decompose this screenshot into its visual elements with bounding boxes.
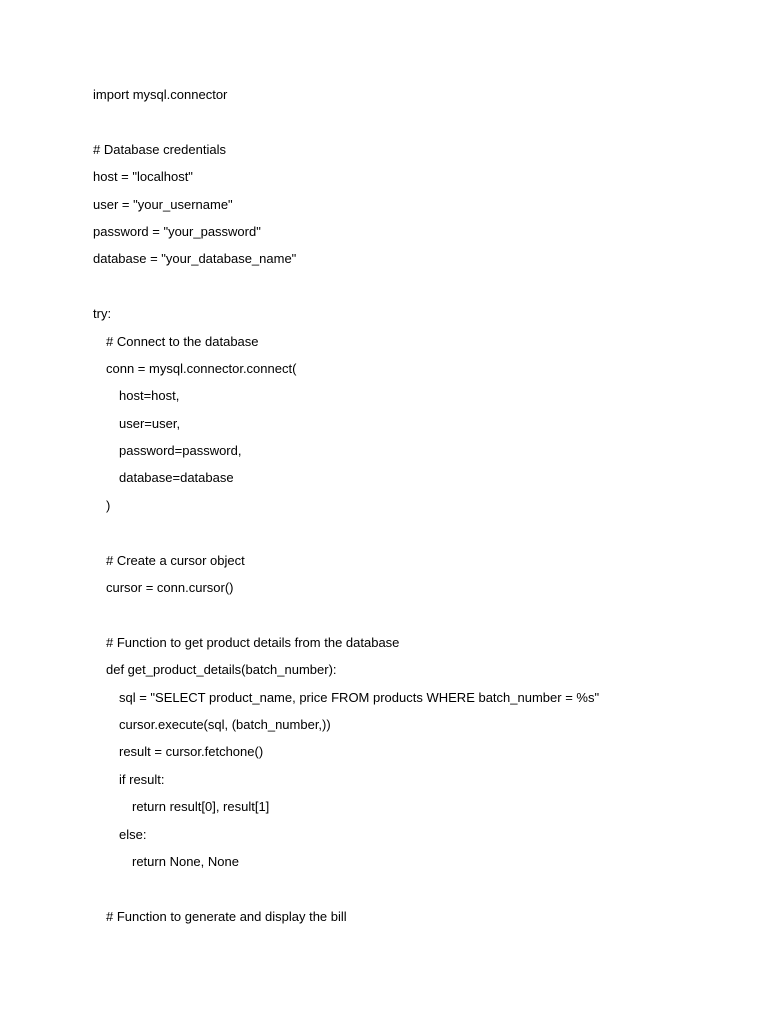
code-line: password = "your_password" <box>93 223 261 239</box>
blank-line <box>93 524 599 551</box>
code-line: user=user, <box>119 415 181 431</box>
code-line: user = "your_username" <box>93 196 233 212</box>
code-line: host=host, <box>119 388 180 404</box>
code-line: return result[0], result[1] <box>132 799 270 815</box>
code-line: else: <box>119 826 147 842</box>
blank-line <box>93 880 599 907</box>
code-line: # Function to generate and display the bill <box>106 908 347 924</box>
code-line: result = cursor.fetchone() <box>119 744 264 760</box>
code-line: sql = "SELECT product_name, price FROM products WHERE batch_number = %s" <box>119 689 600 705</box>
blank-line <box>93 606 599 633</box>
blank-line <box>93 113 599 140</box>
blank-line <box>93 278 599 305</box>
code-line: # Database credentials <box>93 141 226 157</box>
code-line: cursor.execute(sql, (batch_number,)) <box>119 716 331 732</box>
code-line: try: <box>93 306 112 322</box>
code-line: # Connect to the database <box>106 333 259 349</box>
code-line: def get_product_details(batch_number): <box>106 662 337 678</box>
code-line: host = "localhost" <box>93 169 193 185</box>
code-line: ) <box>106 497 111 513</box>
code-block <box>93 86 599 935</box>
code-line: if result: <box>119 771 165 787</box>
code-line: database = "your_database_name" <box>93 251 297 267</box>
code-line: import mysql.connector <box>93 87 228 102</box>
code-line: database=database <box>119 470 234 486</box>
code-line: cursor = conn.cursor() <box>106 580 234 596</box>
code-line: return None, None <box>132 853 239 869</box>
code-line: password=password, <box>119 443 242 459</box>
code-line: # Create a cursor object <box>106 552 245 568</box>
code-line: conn = mysql.connector.connect( <box>106 360 297 376</box>
code-line: # Function to get product details from the database <box>106 634 400 650</box>
